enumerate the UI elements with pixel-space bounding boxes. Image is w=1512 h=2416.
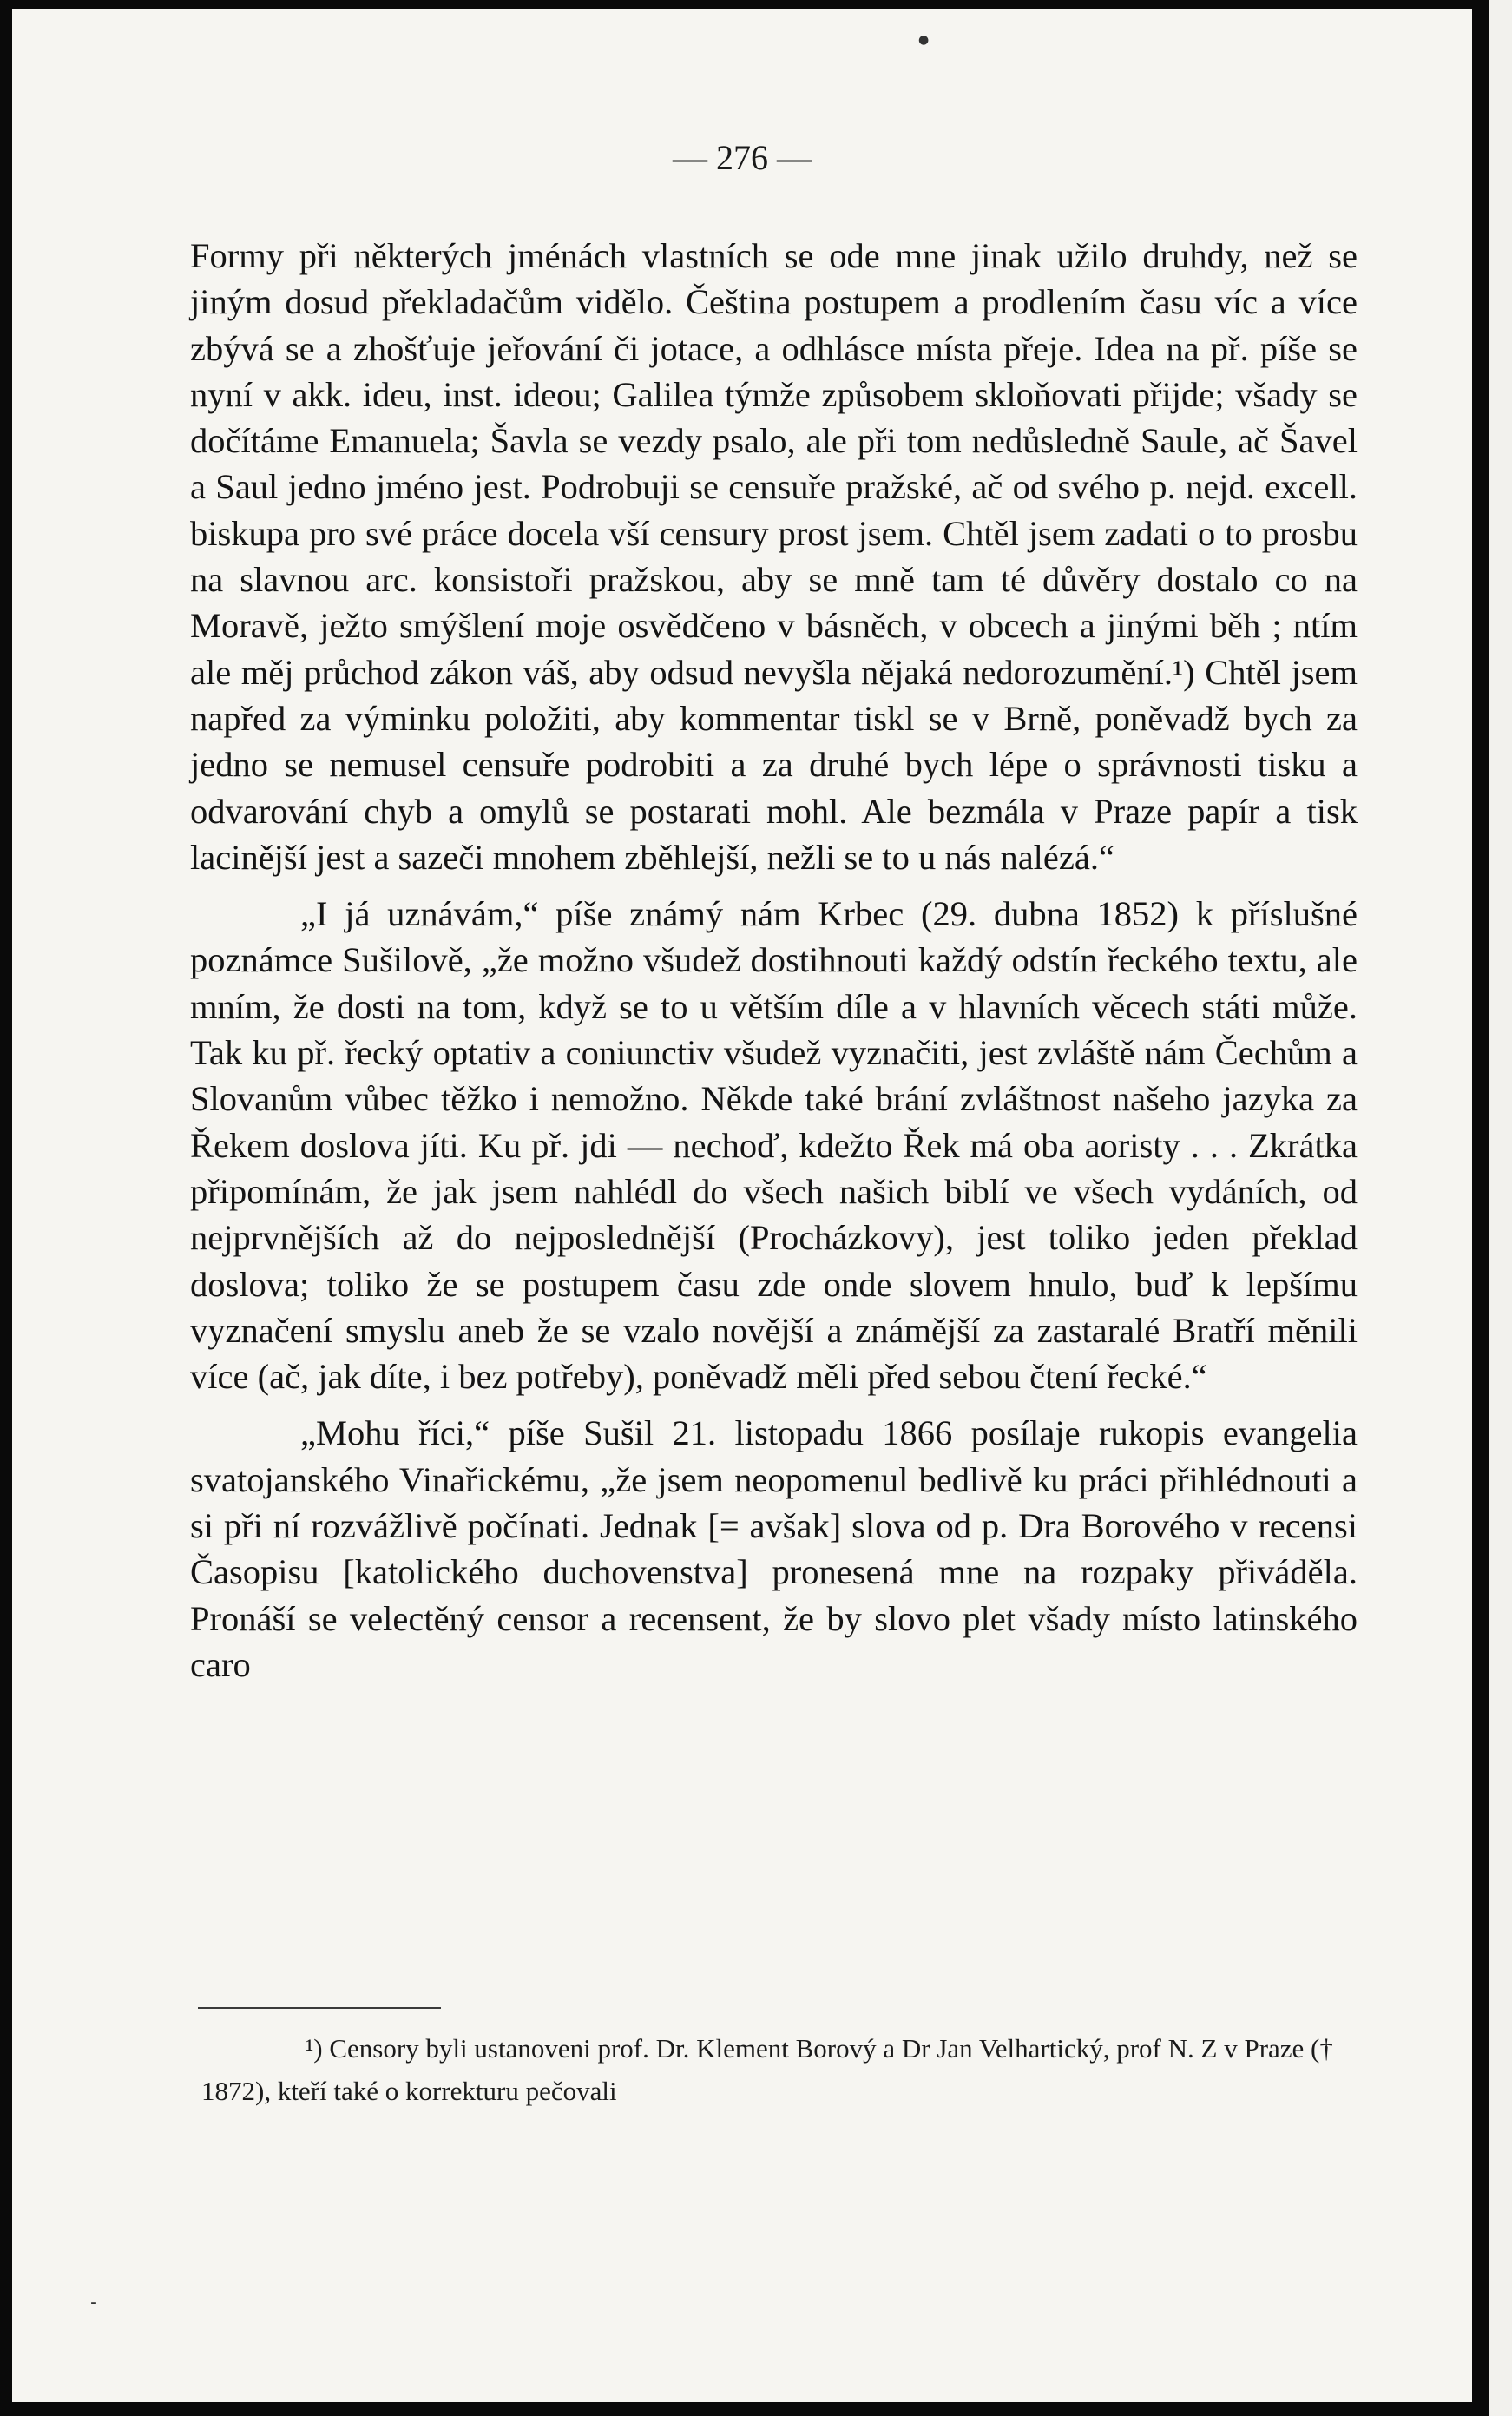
footnotes — [201, 2027, 1364, 2112]
paragraph-3: „Mohu říci,“ píše Sušil 21. listopadu 1866 posílaje rukopis evangelia svatojanského Vinařickému, „že jsem neopomenul bedlivě ku práci přihlédnouti a si při ní rozvážlivě počínati. Jednak [= avšak] slova od p. Dra Borového v recensi Časopisu [katolického duchovenstva] pronesená mne na rozpaky přiváděla. Pronáší se velectěný censor a recensent, že by slovo plet všady místo latinského caro — [190, 1413, 1358, 1684]
paragraph-1: Formy při některých jménách vlastních se ode mne jinak užilo druhdy, než se jiným dosud překladačům vidělo. Čeština postupem a prodlením času víc a více zbývá se a zhošťuje jeřování či jotace, a odhlásce místa přeje. Idea na př. píše se nyní v akk. ideu, inst. ideou; Galilea týmže způsobem skloňovati přijde; všady se dočítáme Emanuela; Šavla se vezdy psalo, ale při tom nedůsledně Saule, ač Šavel a Saul jedno jméno jest. Podrobuji se censuře pražské, ač od svého p. nejd. excell. biskupa pro své práce docela vší censury prost jsem. Chtěl jsem zadati o to prosbu na slavnou arc. konsistoři pražskou, aby se mně tam té důvěry dostalo co na Moravě, ježto smýšlení moje osvědčeno v básněch, v obcech a jinými běh ; ntím ale měj průchod zákon váš, aby odsud nevyšla nějaká nedorozumění.¹) Chtěl jsem napřed za výminku položiti, aby kommentar tiskl se v Brně, poněvadž bych za jedno se nemusel censuře podrobiti a za druhé bych lépe o správnosti tisku a odvarování chyb a omylů se postarati mohl. Ale bezmála v Praze papír a tisk lacinější jest a sazeči mnohem zběhlejší, nežli se to u nás nalézá.“ — [190, 236, 1358, 877]
page-number: — 276 — — [673, 138, 812, 177]
paragraph-2: „I já uznávám,“ píše známý nám Krbec (29. dubna 1852) k příslušné poznámce Sušilově, „že možno všudež dostihnouti každý odstín řeckého textu, ale mním, že dosti na tom, když se to u větším díle a v hlavních věcech státi může. Tak ku př. řecký optativ a coniunctiv všudež vyznačiti, jest zvláště nám Čechům a Slovanům vůbec těžko i nemožno. Někde také brání zvláštnost našeho jazyka za Řekem doslova jíti. Ku př. jdi — nechoď, kdežto Řek má oba aoristy . . . Zkrátka připomínám, že jak jsem nahlédl do všech našich biblí ve všech vydáních, od nejprvnějších až do nejposlednější (Procházkovy), jest toliko jeden překlad doslova; toliko že se postupem času zde onde slovem hnulo, buď k lepšímu vyznačení smyslu aneb že se vzalo novější a známější za zastaralé Bratří měnili více (ač, jak díte, i bez potřeby), poněvadž měli před sebou čtení řecké.“ — [190, 894, 1358, 1397]
body-text — [190, 233, 1358, 1688]
footnote-1: ¹) Censory byli ustanoveni prof. Dr. Klement Borový a Dr Jan Velhartický, prof N. Z v Praze († 1872), kteří také o korrekturu pečovali — [201, 2033, 1333, 2106]
adjacent-page-edge — [1489, 0, 1512, 2416]
scan-margin-mark: - — [90, 2292, 97, 2314]
scan-speck: ● — [918, 33, 930, 47]
book-page — [12, 9, 1472, 2402]
footnote-divider — [198, 2007, 441, 2009]
